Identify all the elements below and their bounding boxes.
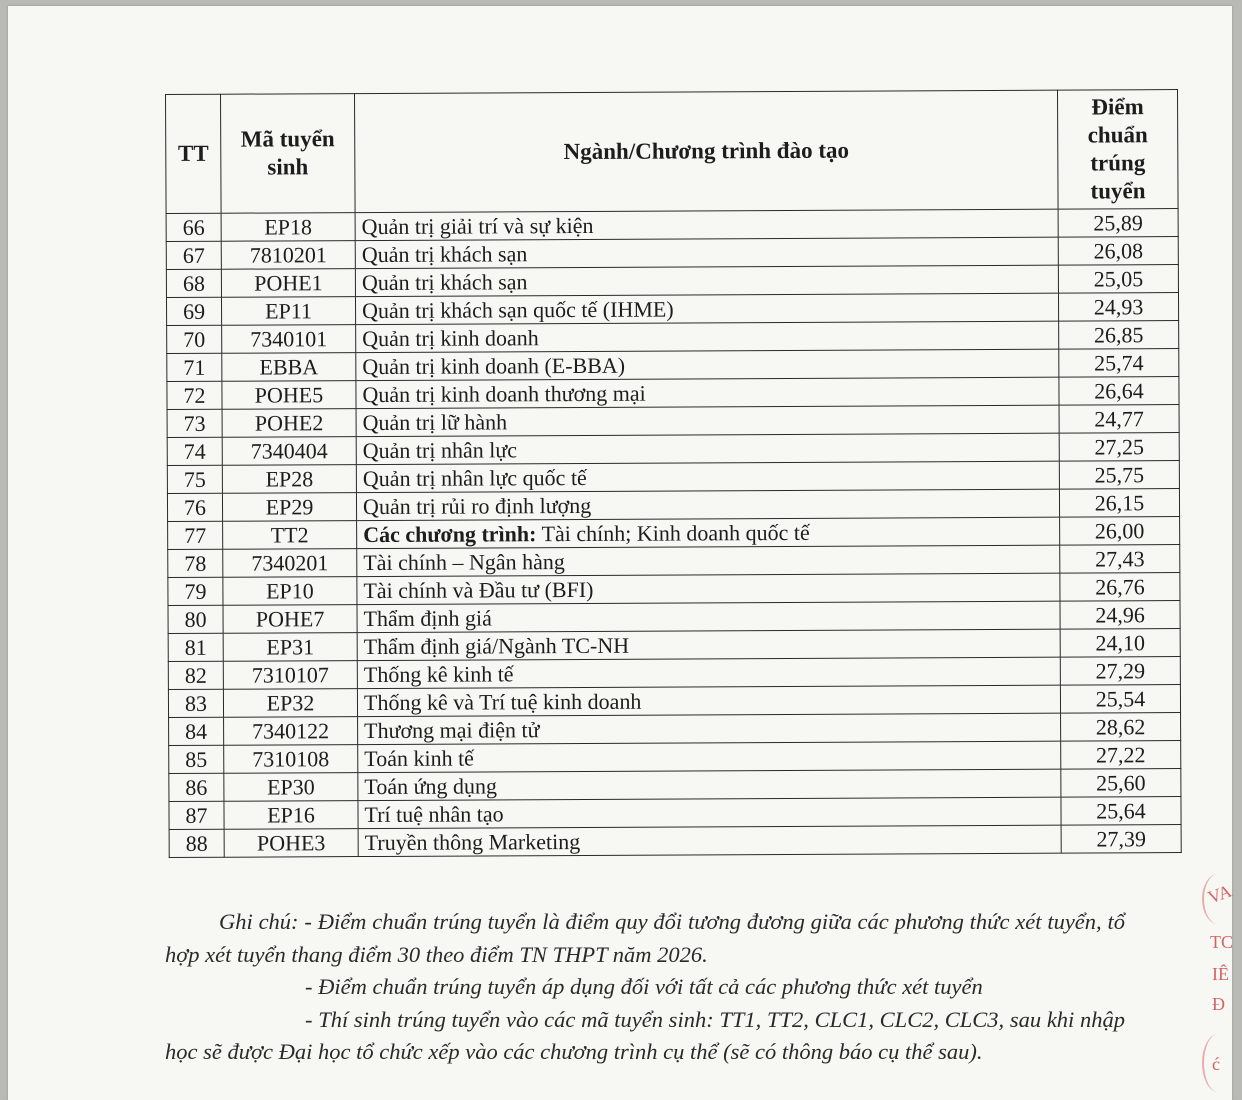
row-admission-code-cell: EP30 bbox=[224, 773, 358, 802]
header-admission-code: Mã tuyển sinh bbox=[221, 94, 356, 214]
row-program-cell bbox=[358, 825, 1061, 856]
header-tt: TT bbox=[166, 94, 222, 213]
row-admission-code-cell: 7340101 bbox=[222, 325, 356, 354]
row-program-cell bbox=[356, 321, 1059, 352]
document-page bbox=[8, 6, 1235, 1100]
program-name: Truyền thông Marketing bbox=[364, 828, 581, 856]
row-cutoff-score-cell: 28,62 bbox=[1061, 713, 1181, 742]
row-cutoff-score-cell: 27,29 bbox=[1060, 657, 1180, 686]
program-name: Quản trị khách sạn quốc tế (IHME) bbox=[361, 296, 674, 324]
row-program-cell bbox=[357, 545, 1060, 576]
row-admission-code-cell: POHE3 bbox=[224, 829, 358, 858]
row-cutoff-score-cell: 27,43 bbox=[1060, 545, 1180, 574]
note-line-1: Ghi chú: - Điểm chuẩn trúng tuyển là điểm quy đổi tương đương giữa các phương thức xét tuyển, tổ hợp xét tuyển thang điểm 30 theo điểm TN THPT năm 2026. bbox=[165, 909, 1125, 967]
program-name: Thống kê kinh tế bbox=[363, 661, 514, 688]
row-program-cell bbox=[356, 377, 1059, 408]
row-cutoff-score-cell: 26,76 bbox=[1060, 573, 1180, 602]
row-admission-code-cell: EP10 bbox=[223, 577, 357, 606]
row-admission-code-cell: EP29 bbox=[222, 493, 356, 522]
row-program-cell bbox=[357, 629, 1060, 660]
admission-score-table-wrapper bbox=[165, 89, 1181, 858]
program-name: Thống kê và Trí tuệ kinh doanh bbox=[363, 688, 642, 716]
row-program-cell bbox=[358, 769, 1061, 800]
stamp-text-fragment: IÊ bbox=[1212, 964, 1229, 984]
row-cutoff-score-cell: 25,74 bbox=[1059, 349, 1179, 378]
row-tt-cell: 76 bbox=[167, 493, 222, 521]
row-admission-code-cell: EP28 bbox=[222, 465, 356, 494]
stamp-text-fragment: VA bbox=[1205, 880, 1235, 908]
program-name: Thẩm định giá/Ngành TC-NH bbox=[363, 632, 630, 660]
header-row bbox=[166, 90, 1179, 214]
table-row bbox=[169, 825, 1181, 858]
note-line-2: - Điểm chuẩn trúng tuyển áp dụng đối với tất cả các phương thức xét tuyển bbox=[305, 974, 983, 999]
row-tt-cell: 69 bbox=[166, 297, 221, 325]
row-admission-code-cell: EP31 bbox=[223, 633, 357, 662]
admission-score-table bbox=[165, 89, 1182, 858]
program-name: Quản trị kinh doanh (E-BBA) bbox=[362, 352, 626, 380]
row-cutoff-score-cell: 26,08 bbox=[1058, 237, 1178, 266]
row-cutoff-score-cell: 24,93 bbox=[1058, 293, 1178, 322]
note-line-3: - Thí sinh trúng tuyển vào các mã tuyển sinh: TT1, TT2, CLC1, CLC2, CLC3, sau khi nhập học sẽ được Đại học tổ chức xếp vào các chương trình cụ thể (sẽ có thông báo cụ thể sau). bbox=[165, 1006, 1125, 1064]
program-name: Quản trị lữ hành bbox=[362, 409, 508, 436]
header-cutoff-score: Điểm chuẩn trúng tuyển bbox=[1057, 90, 1178, 210]
row-tt-cell: 80 bbox=[168, 605, 223, 633]
row-admission-code-cell: 7340404 bbox=[222, 437, 356, 466]
program-name: Quản trị nhân lực quốc tế bbox=[362, 464, 587, 492]
row-admission-code-cell: POHE2 bbox=[222, 409, 356, 438]
row-admission-code-cell: EBBA bbox=[222, 353, 356, 382]
stamp-text-fragment: ć bbox=[1212, 1054, 1220, 1074]
row-tt-cell: 85 bbox=[169, 745, 224, 773]
row-admission-code-cell: POHE5 bbox=[222, 381, 356, 410]
stamp-text-fragment: Ð bbox=[1212, 994, 1225, 1014]
program-name: Quản trị kinh doanh bbox=[362, 325, 539, 352]
row-cutoff-score-cell: 26,00 bbox=[1060, 517, 1180, 546]
row-tt-cell: 68 bbox=[166, 269, 221, 297]
row-cutoff-score-cell: 25,89 bbox=[1058, 209, 1178, 238]
notes-section bbox=[165, 906, 1125, 1069]
row-tt-cell: 84 bbox=[169, 717, 224, 745]
program-name: Trí tuệ nhân tạo bbox=[364, 801, 504, 828]
row-tt-cell: 71 bbox=[167, 353, 222, 381]
row-admission-code-cell: 7310107 bbox=[223, 661, 357, 690]
row-program-cell bbox=[355, 209, 1058, 240]
row-tt-cell: 87 bbox=[169, 801, 224, 829]
row-program-cell bbox=[357, 601, 1060, 632]
program-name: Quản trị nhân lực bbox=[362, 437, 518, 464]
row-program-cell bbox=[355, 237, 1058, 268]
row-program-cell bbox=[355, 265, 1058, 296]
row-program-cell bbox=[356, 405, 1059, 436]
row-program-cell bbox=[357, 573, 1060, 604]
row-program-cell bbox=[356, 489, 1059, 520]
row-tt-cell: 66 bbox=[166, 213, 221, 241]
row-tt-cell: 81 bbox=[168, 633, 223, 661]
program-name: Toán ứng dụng bbox=[364, 773, 498, 800]
table-body bbox=[166, 209, 1181, 858]
row-tt-cell: 67 bbox=[166, 241, 221, 269]
program-name: Quản trị khách sạn bbox=[361, 269, 528, 296]
row-program-cell bbox=[358, 797, 1061, 828]
row-cutoff-score-cell: 25,75 bbox=[1059, 461, 1179, 490]
row-program-cell bbox=[355, 293, 1058, 324]
row-tt-cell: 73 bbox=[167, 409, 222, 437]
row-tt-cell: 82 bbox=[168, 661, 223, 689]
program-name: Toán kinh tế bbox=[364, 745, 474, 772]
row-cutoff-score-cell: 25,60 bbox=[1061, 769, 1181, 798]
row-admission-code-cell: POHE7 bbox=[223, 605, 357, 634]
red-stamp-fragment bbox=[1200, 874, 1236, 1094]
stamp-text-fragment: TC bbox=[1210, 932, 1234, 952]
row-admission-code-cell: 7810201 bbox=[221, 241, 355, 270]
program-name: Quản trị khách sạn bbox=[361, 241, 528, 268]
row-tt-cell: 72 bbox=[167, 381, 222, 409]
table-header bbox=[166, 90, 1179, 214]
row-cutoff-score-cell: 26,64 bbox=[1059, 377, 1179, 406]
program-name: Tài chính – Ngân hàng bbox=[363, 549, 565, 576]
row-program-cell bbox=[357, 517, 1060, 548]
row-admission-code-cell: EP11 bbox=[221, 297, 355, 326]
row-tt-cell: 77 bbox=[168, 521, 223, 549]
program-name: Thẩm định giá bbox=[363, 605, 492, 632]
row-program-cell bbox=[358, 713, 1061, 744]
row-program-cell bbox=[358, 741, 1061, 772]
row-cutoff-score-cell: 26,15 bbox=[1059, 489, 1179, 518]
program-name: Quản trị kinh doanh thương mại bbox=[362, 380, 646, 408]
row-admission-code-cell: POHE1 bbox=[221, 269, 355, 298]
row-tt-cell: 78 bbox=[168, 549, 223, 577]
row-cutoff-score-cell: 27,39 bbox=[1061, 825, 1181, 854]
row-cutoff-score-cell: 24,96 bbox=[1060, 601, 1180, 630]
row-cutoff-score-cell: 25,54 bbox=[1060, 685, 1180, 714]
program-name: Tài chính và Đầu tư (BFI) bbox=[363, 576, 594, 604]
row-tt-cell: 79 bbox=[168, 577, 223, 605]
row-tt-cell: 74 bbox=[167, 437, 222, 465]
row-cutoff-score-cell: 27,25 bbox=[1059, 433, 1179, 462]
row-program-cell bbox=[356, 433, 1059, 464]
row-tt-cell: 75 bbox=[167, 465, 222, 493]
header-program: Ngành/Chương trình đào tạo bbox=[355, 90, 1059, 212]
row-cutoff-score-cell: 25,05 bbox=[1058, 265, 1178, 294]
row-admission-code-cell: 7310108 bbox=[224, 745, 358, 774]
program-name: Thương mại điện tử bbox=[364, 717, 540, 744]
row-admission-code-cell: TT2 bbox=[223, 521, 357, 550]
row-admission-code-cell: EP32 bbox=[223, 689, 357, 718]
row-admission-code-cell: 7340201 bbox=[223, 549, 357, 578]
row-program-cell bbox=[357, 657, 1060, 688]
row-tt-cell: 88 bbox=[169, 829, 224, 857]
row-program-cell bbox=[356, 461, 1059, 492]
row-admission-code-cell: EP18 bbox=[221, 213, 355, 242]
program-name: Tài chính; Kinh doanh quốc tế bbox=[536, 519, 810, 547]
row-program-cell bbox=[357, 685, 1060, 716]
program-prefix: Các chương trình: bbox=[363, 521, 537, 548]
row-cutoff-score-cell: 24,77 bbox=[1059, 405, 1179, 434]
row-cutoff-score-cell: 27,22 bbox=[1061, 741, 1181, 770]
program-name: Quản trị giải trí và sự kiện bbox=[361, 212, 594, 240]
row-cutoff-score-cell: 26,85 bbox=[1059, 321, 1179, 350]
row-cutoff-score-cell: 24,10 bbox=[1060, 629, 1180, 658]
row-tt-cell: 86 bbox=[169, 773, 224, 801]
row-program-cell bbox=[356, 349, 1059, 380]
row-tt-cell: 83 bbox=[168, 689, 223, 717]
row-admission-code-cell: EP16 bbox=[224, 801, 358, 830]
row-admission-code-cell: 7340122 bbox=[224, 717, 358, 746]
program-name: Quản trị rủi ro định lượng bbox=[362, 492, 592, 520]
row-tt-cell: 70 bbox=[167, 325, 222, 353]
row-cutoff-score-cell: 25,64 bbox=[1061, 797, 1181, 826]
